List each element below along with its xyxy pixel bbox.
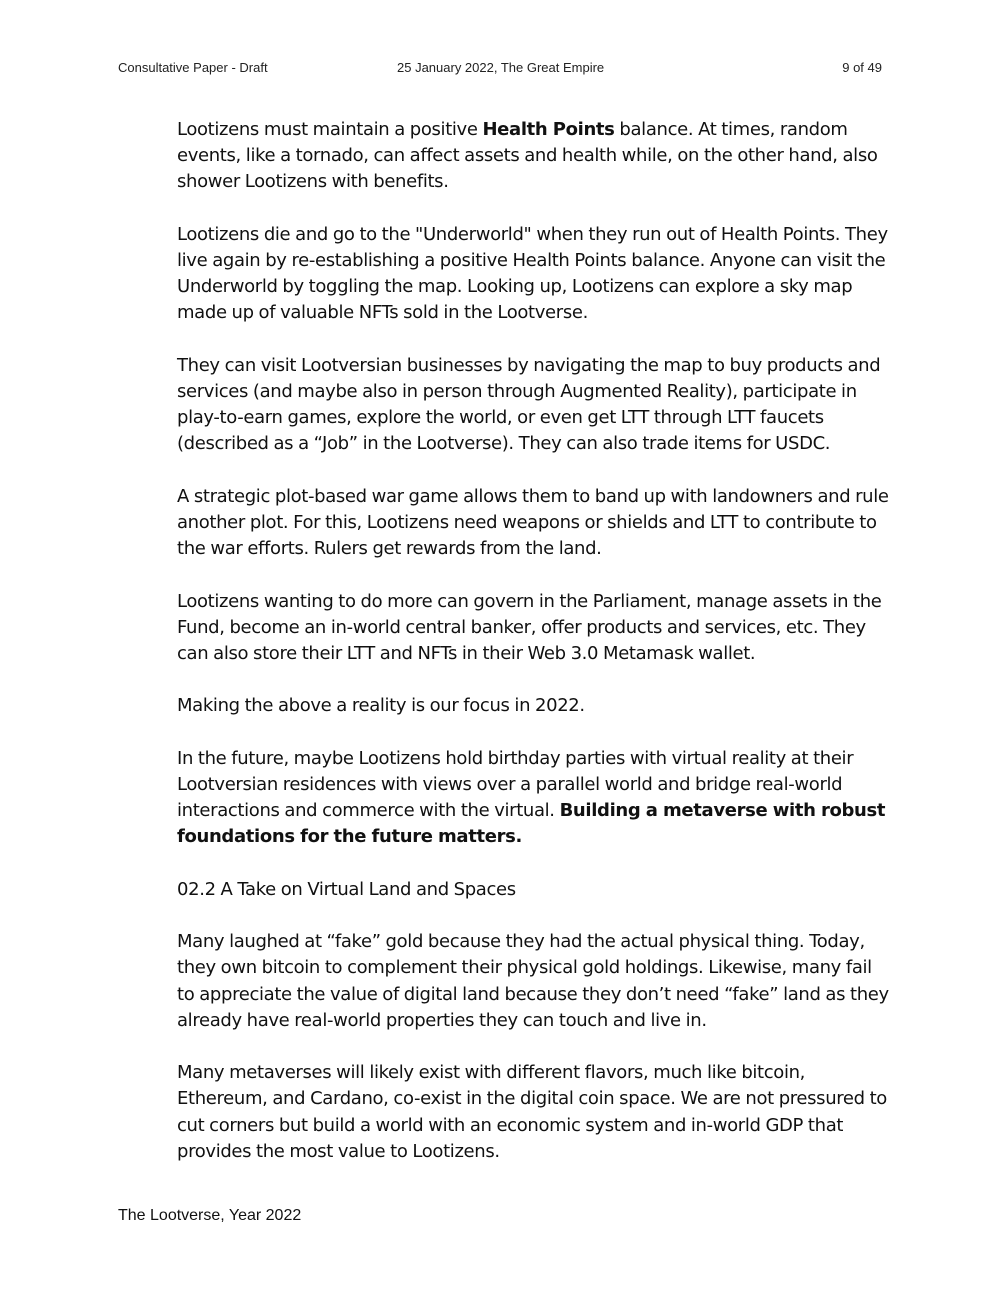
section-heading: 02.2 A Take on Virtual Land and Spaces — [177, 878, 516, 900]
paragraph-fake-gold: Many laughed at “fake” gold because they had the actual physical thing. Today, they own bitcoin to complement their physical gold holdings. Likewise, many fail to appreciate the value of digital land because they don’t need “fake” land as they already have real-world properties they can touch and live in. — [177, 931, 889, 1031]
paragraph-future: In the future, maybe Lootizens hold birthday parties with virtual reality at their Lootversian residences with views over a parallel world and bridge real-world interactions and commerce with the virtual. Building a metaverse with robust foundations for the future matters. — [177, 747, 886, 848]
paragraph-governance: Lootizens wanting to do more can govern in the Parliament, manage assets in the Fund, become an in-world central banker, offer products and services, etc. They can also store their LTT and NFTs in their Web 3.0 Metamask wallet. — [177, 590, 882, 664]
paragraph-businesses: They can visit Lootversian businesses by navigating the map to buy products and services (and maybe also in person through Augmented Reality), participate in play-to-earn games, explore the world, or even get LTT through LTT faucets (described as a “Job” in the Lootverse). They can also trade items for USDC. — [177, 354, 881, 455]
paragraph-metaverses: Many metaverses will likely exist with different flavors, much like bitcoin, Ethereum, and Cardano, co-exist in the digital coin space. We are not pressured to cut corners but build a world with an economic system and in-world GDP that provides the most value to Lootizens. — [177, 1062, 887, 1162]
page-footer: The Lootverse, Year 2022 — [118, 1207, 302, 1224]
metaverse-foundations-emphasis: Building a metaverse with robust foundations for the future matters. — [177, 800, 886, 848]
header-date-location: 25 January 2022, The Great Empire — [397, 60, 605, 75]
page-header — [118, 60, 882, 78]
header-document-status: Consultative Paper - Draft — [118, 60, 268, 75]
health-points-emphasis: Health Points — [482, 119, 615, 140]
paragraph-war-game: A strategic plot-based war game allows them to band up with landowners and rule another plot. For this, Lootizens need weapons or shields and LTT to contribute to the war efforts. Rulers get rewards from the land. — [177, 485, 889, 560]
paragraph-focus-2022: Making the above a reality is our focus in 2022. — [177, 695, 585, 717]
header-page-number: 9 of 49 — [842, 60, 882, 75]
paragraph-underworld: Lootizens die and go to the "Underworld" when they run out of Health Points. They live again by re-establishing a positive Health Points balance. Anyone can visit the Underworld by toggling the map. Looking up, Lootizens can explore a sky map made up of valuable NFTs sold in the Lootverse. — [177, 223, 888, 324]
paragraph-health-points: Lootizens must maintain a positive Health Points balance. At times, random events, like a tornado, can affect assets and health while, on the other hand, also shower Lootizens with benefits. — [177, 119, 878, 193]
page-body — [177, 117, 889, 1191]
